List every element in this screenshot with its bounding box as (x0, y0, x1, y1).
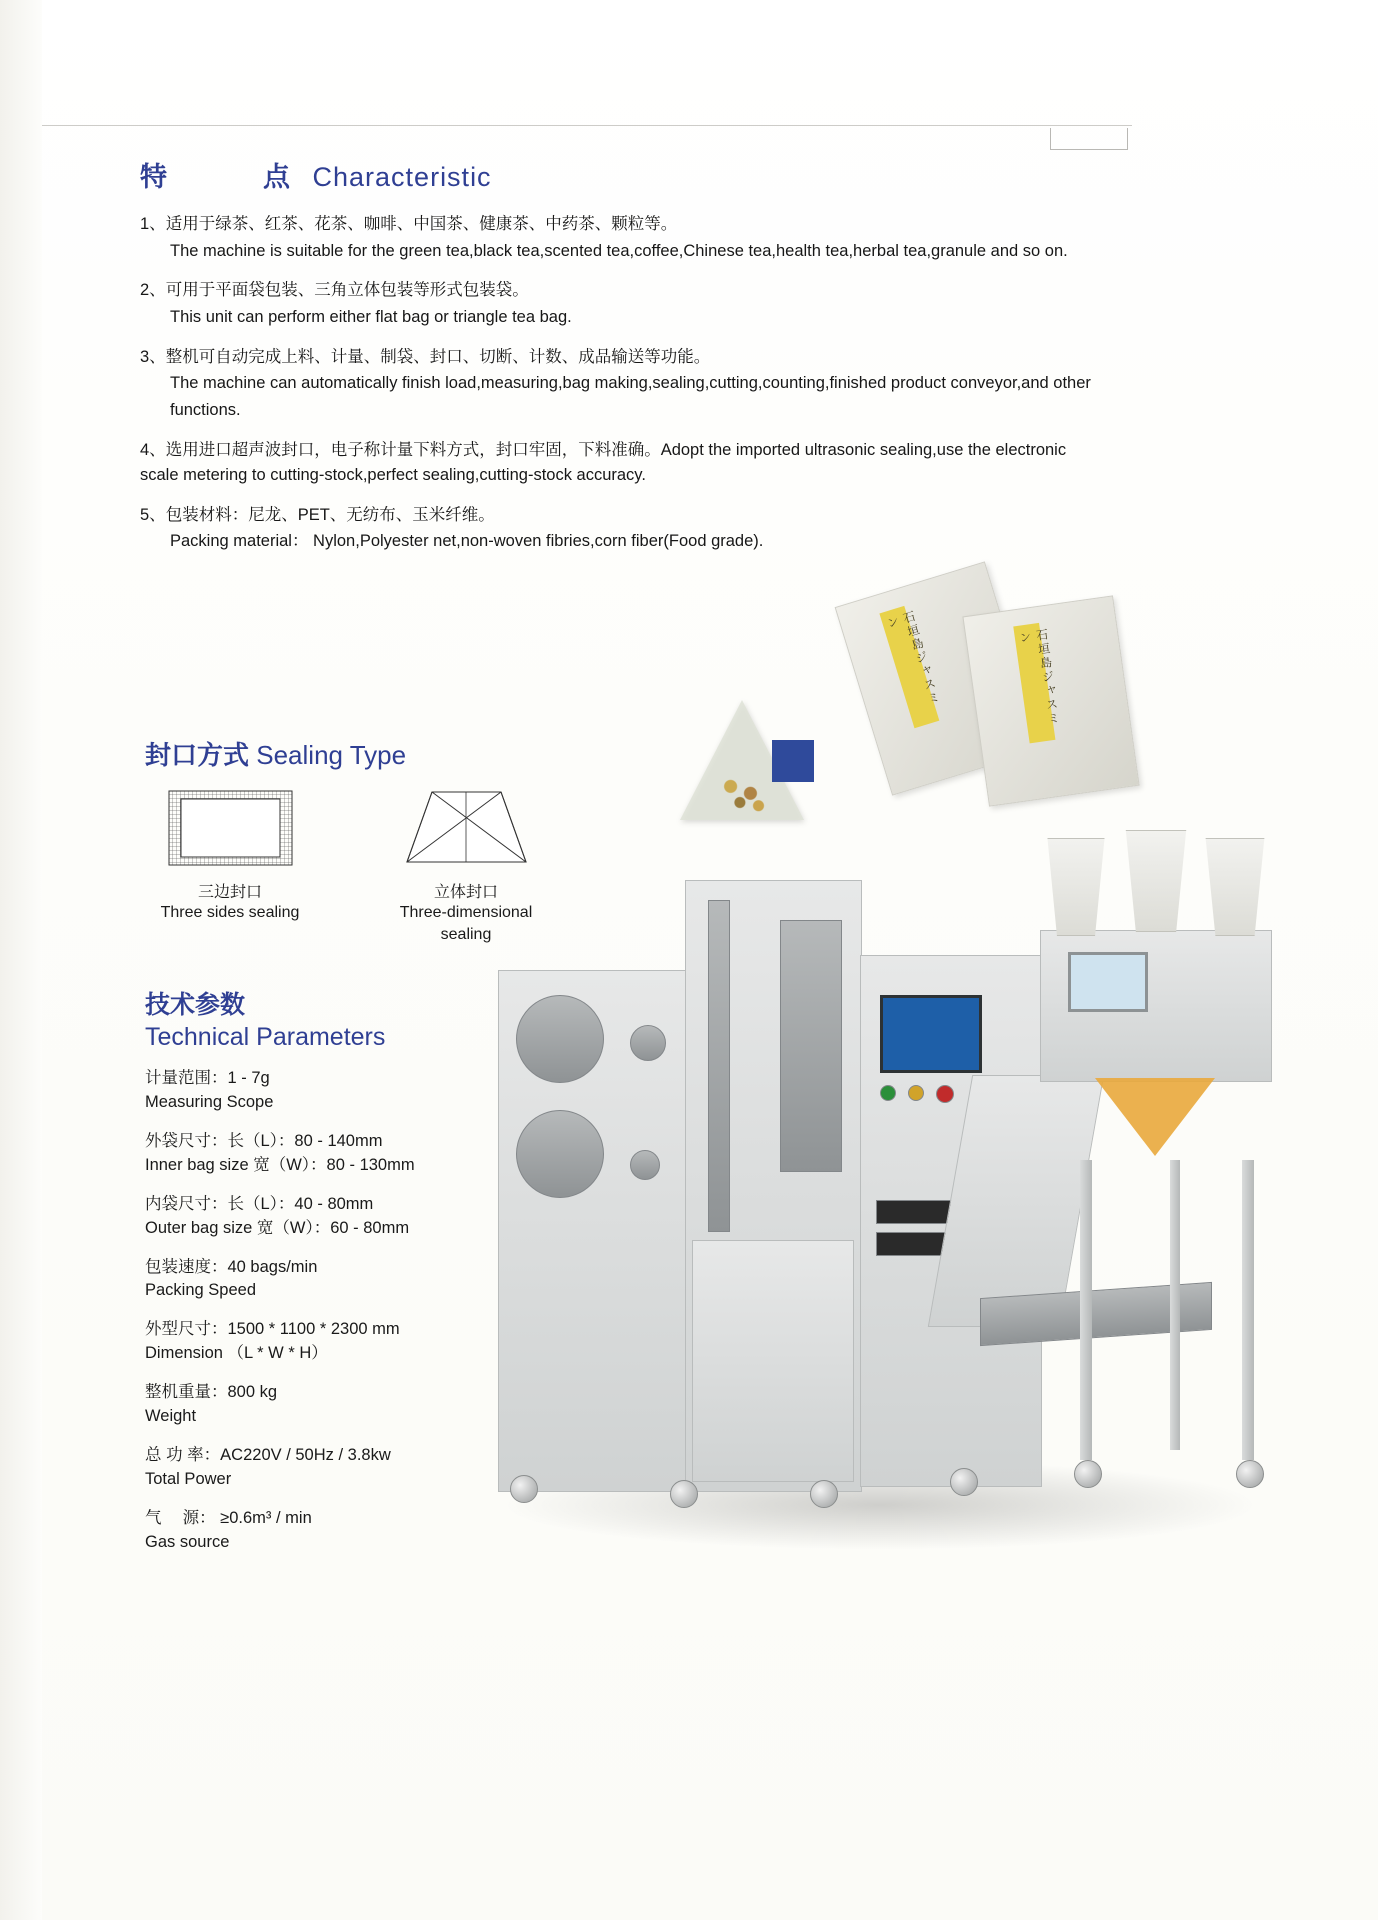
roller (630, 1025, 666, 1061)
vertical-rail (708, 900, 730, 1232)
hmi-touch-screen[interactable] (880, 995, 982, 1073)
parameter-cn: 外袋尺寸：长（L）：80 - 140mm (145, 1131, 383, 1150)
technical-heading-en: Technical Parameters (145, 1023, 386, 1051)
top-rule (42, 125, 1132, 126)
sealing-heading (145, 735, 565, 772)
characteristic-cn (140, 503, 1100, 529)
caster-wheel (510, 1475, 538, 1503)
forming-unit (780, 920, 842, 1172)
parameter-cn: 整机重量：800 kg (145, 1383, 278, 1402)
indicator-light-green (880, 1085, 896, 1101)
parameter-en: Weight (145, 1407, 197, 1426)
parameter-cn: 内袋尺寸：长（L）：40 - 80mm (145, 1194, 374, 1213)
sealing-figure-flat (145, 790, 315, 945)
tea-pouch-sample (962, 595, 1139, 806)
indicator-light-yellow (908, 1085, 924, 1101)
item-text-cn: 整机可自动完成上料、计量、制袋、封口、切断、计数、成品输送等功能。 (165, 347, 711, 366)
sealing-caption-cn: 立体封口 (433, 882, 498, 901)
item-text-cn: 适用于绿茶、红茶、花茶、咖啡、中国茶、健康茶、中药茶、颗粒等。 (165, 215, 678, 233)
item-number: 4、 (140, 440, 166, 459)
feed-hopper (1120, 830, 1192, 932)
item-text-cn: 包装材料：尼龙、PET、无纺布、玉米纤维。 (165, 505, 495, 524)
parameter-cn: 气 源： ≥0.6m³ / min (145, 1508, 312, 1527)
pouch-label (1013, 623, 1062, 743)
list-item (140, 278, 1100, 330)
characteristic-cn (140, 345, 1100, 371)
pouch-label (879, 606, 943, 728)
characteristic-list (140, 212, 1100, 555)
support-leg (1170, 1160, 1180, 1450)
technical-heading-cn: 技术参数 (145, 990, 246, 1019)
sealing-caption-cn: 三边封口 (197, 882, 262, 901)
characteristic-cn (140, 212, 1100, 238)
product-photo-area (520, 609, 1320, 1700)
feed-hopper (1042, 838, 1110, 936)
support-leg (1242, 1160, 1254, 1460)
list-item (140, 345, 1100, 424)
parameter-cn: 外型尺寸：1500 * 1100 * 2300 mm (145, 1320, 400, 1339)
collecting-funnel (1095, 1078, 1215, 1156)
characteristic-heading-cn: 特 点 (140, 162, 304, 193)
item-number: 5、 (140, 505, 166, 524)
item-text-cn: 选用进口超声波封口，电子称计量下料方式，封口牢固，下料准确。 (165, 440, 661, 459)
caster-wheel (950, 1468, 978, 1496)
tea-bag-tag (772, 740, 814, 782)
caster-wheel (1236, 1460, 1264, 1488)
parameter-en: Gas source (145, 1532, 230, 1551)
lower-door (692, 1240, 854, 1482)
characteristic-cn (140, 438, 1100, 489)
list-item (140, 503, 1100, 555)
parameter-cn: 包装速度：40 bags/min (145, 1257, 318, 1276)
sealing-heading-en: Sealing Type (256, 740, 407, 770)
parameter-cn: 计量范围：1 - 7g (145, 1069, 270, 1087)
item-text-en-inline: Adopt the imported ultrasonic sealing,use the electronic scale metering to cutting-stock,perfect sealing,cutting-stock accuracy. (140, 440, 1067, 485)
characteristic-section (140, 155, 1100, 569)
parameter-en: Dimension （L * W * H） (145, 1344, 328, 1363)
roller (630, 1150, 660, 1180)
feed-hopper (1200, 838, 1270, 936)
characteristic-en: The machine can automatically finish load,measuring,bag making,sealing,cutting,counting,finished product conveyor,and other functions. (170, 374, 1091, 419)
packing-machine-photo (480, 820, 1320, 1540)
list-item (140, 212, 1100, 264)
parameter-en: Inner bag size 宽（W）：80 - 130mm (145, 1155, 415, 1174)
caster-wheel (810, 1480, 838, 1508)
pouch-label-text: 石垣島ジャスミン (1017, 627, 1062, 727)
pouch-label-text: 石垣島ジャスミン (884, 609, 943, 708)
parameter-en: Outer bag size 宽（W）：60 - 80mm (145, 1218, 410, 1237)
characteristic-cn (140, 278, 1100, 304)
support-leg (1080, 1160, 1092, 1460)
characteristic-en: The machine is suitable for the green tea,black tea,scented tea,coffee,Chinese tea,health tea,herbal tea,granule and so on. (170, 241, 1068, 260)
characteristic-en: Packing material： Nylon,Polyester net,non-woven fibries,corn fiber(Food grade). (170, 532, 764, 551)
characteristic-heading-en: Characteristic (312, 162, 492, 192)
parameter-en: Total Power (145, 1469, 232, 1488)
film-reel (516, 995, 604, 1083)
item-number: 2、 (140, 281, 166, 300)
parameter-en: Packing Speed (145, 1281, 256, 1300)
triangle-tea-bag-photo (680, 700, 810, 830)
sealing-heading-cn: 封口方式 (145, 741, 250, 771)
emergency-stop-button[interactable] (936, 1085, 954, 1103)
parameter-en: Measuring Scope (145, 1092, 274, 1111)
list-item (140, 438, 1100, 489)
caster-wheel (1074, 1460, 1102, 1488)
crop-mark-2 (1050, 128, 1128, 150)
sealing-caption-en: Three sides sealing (160, 904, 300, 921)
characteristic-heading (140, 155, 1100, 194)
sealing-caption-en: Three-dimensional sealing (399, 904, 533, 943)
film-reel (516, 1110, 604, 1198)
scan-edge-left (0, 0, 42, 1920)
item-number: 3、 (140, 347, 166, 366)
item-number: 1、 (140, 215, 166, 233)
flat-bag-icon (168, 790, 293, 866)
tea-leaves (712, 768, 774, 814)
caster-wheel (670, 1480, 698, 1508)
weigher-display[interactable] (1068, 952, 1148, 1012)
item-text-cn: 可用于平面袋包装、三角立体包装等形式包装袋。 (165, 281, 529, 300)
characteristic-en: This unit can perform either flat bag or triangle tea bag. (170, 307, 572, 326)
parameter-cn: 总 功 率：AC220V / 50Hz / 3.8kw (145, 1446, 391, 1465)
